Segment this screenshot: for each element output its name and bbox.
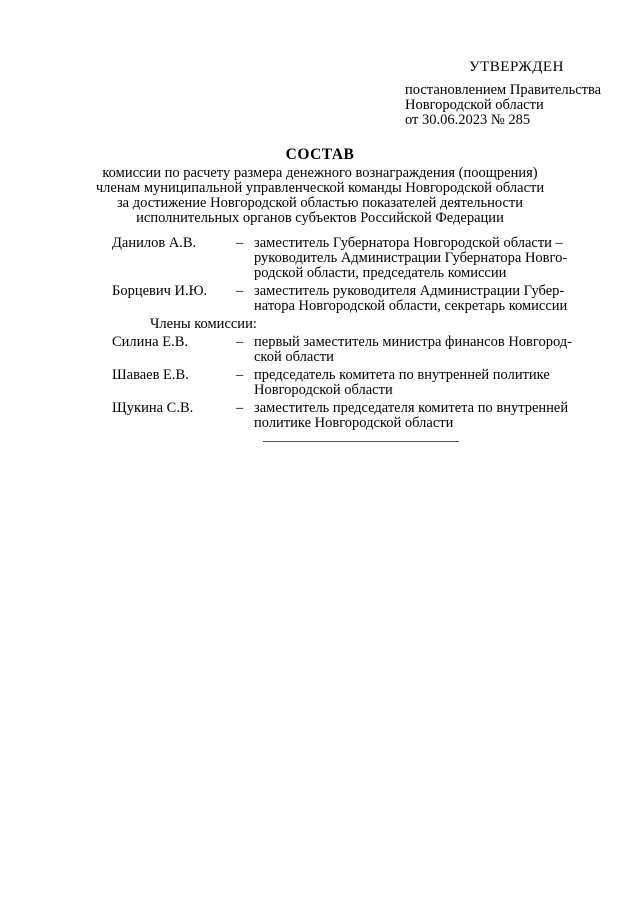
approval-line-2: Новгородской области [405,97,544,113]
member-name: Шаваев Е.В. [112,367,189,383]
member-role-line: натора Новгородской области, секретарь комиссии [254,298,568,314]
member-role [254,368,592,398]
member-dash: – [236,400,244,416]
member-name: Борцевич И.Ю. [112,283,208,299]
member-role-line: заместитель Губернатора Новгородской области – [254,235,563,251]
commission-members [112,236,592,434]
closing-divider [263,441,459,442]
subtitle-line-4: исполнительных органов субъектов Российской Федерации [136,210,504,226]
member-row [112,236,592,281]
member-role [254,335,592,365]
member-role-line: родской области, председатель комиссии [254,265,507,281]
member-role [254,284,592,314]
member-row [112,284,592,314]
member-role [254,401,592,431]
approval-stamp [405,60,635,128]
member-row [112,368,592,398]
member-role-line: заместитель председателя комитета по внутренней [254,400,569,416]
member-role-line: руководитель Администрации Губернатора Новго- [254,250,568,266]
member-role-line: председатель комитета по внутренней политике [254,367,550,383]
subtitle-line-3: за достижение Новгородской областью показателей деятельности [116,195,524,211]
member-role-line: ской области [254,349,334,365]
approved-label: УТВЕРЖДЕН [469,59,564,75]
member-name: Данилов А.В. [112,235,197,251]
approval-line-1: постановлением Правительства [405,82,602,98]
member-role [254,236,592,281]
approval-line-3: от 30.06.2023 № 285 [405,112,531,128]
document-subtitle [80,166,560,226]
member-role-line: Новгородской области [254,382,393,398]
member-row [112,335,592,365]
member-name: Силина Е.В. [112,334,189,350]
member-name: Щукина С.В. [112,400,194,416]
members-group-label: Члены комиссии: [150,316,257,332]
document-heading: СОСТАВ [285,146,355,163]
member-dash: – [236,283,244,299]
member-row [112,401,592,431]
member-role-line: первый заместитель министра финансов Новгород- [254,334,573,350]
member-dash: – [236,235,244,251]
subtitle-line-2: членам муниципальной управленческой команды Новгородской области [95,180,545,196]
member-role-line: политике Новгородской области [254,415,454,431]
subtitle-line-1: комиссии по расчету размера денежного вознаграждения (поощрения) [102,165,538,181]
member-role-line: заместитель руководителя Администрации Губер- [254,283,565,299]
member-dash: – [236,334,244,350]
member-dash: – [236,367,244,383]
